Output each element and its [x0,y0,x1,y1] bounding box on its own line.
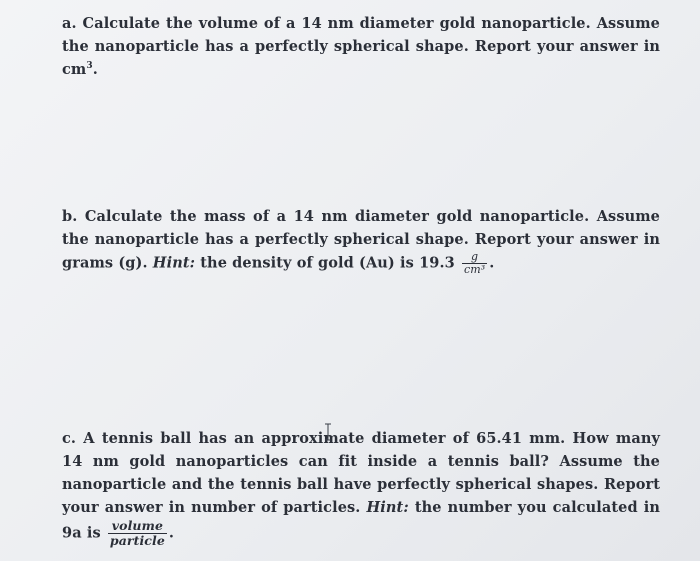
volume-per-particle-fraction [108,519,167,548]
question-c-end: . [168,524,175,542]
question-c-hint-text: the number you calculated in 9a is [62,499,660,542]
question-b-hint-text: the density of gold (Au) is 19.3 [195,254,460,272]
question-b-hint-label: Hint: [152,254,196,272]
question-b-text: b. Calculate the mass of a 14 nm diameter gold nanoparticle. Assume the nanoparticle has a perfectly spherical shape. Report your answer in grams (g). [62,208,660,272]
question-c [62,427,660,548]
question-b-end: . [489,254,495,272]
density-fraction-numerator: g [462,251,487,264]
question-c-hint-label: Hint: [366,499,409,516]
question-a [62,12,660,81]
question-c-text: c. A tennis ball has an approximate diameter of 65.41 mm. How many 14 nm gold nanoparticles can fit inside a tennis ball? Assume the nanoparticle and the tennis ball have perfectly spherical shapes. Report your answer in number of particles. [62,430,660,516]
text-cursor-icon [323,423,333,441]
density-fraction [462,251,487,276]
question-b [62,205,660,276]
question-a-end: . [92,61,98,78]
density-fraction-denominator: cm³ [463,263,486,276]
volume-per-particle-denominator: particle [109,533,165,548]
question-a-text: a. Calculate the volume of a 14 nm diameter gold nanoparticle. Assume the nanoparticle has a perfectly spherical shape. Report your answer in cm [62,15,660,78]
volume-per-particle-numerator: volume [108,519,167,534]
question-a-unit-exponent: 3 [86,61,93,72]
